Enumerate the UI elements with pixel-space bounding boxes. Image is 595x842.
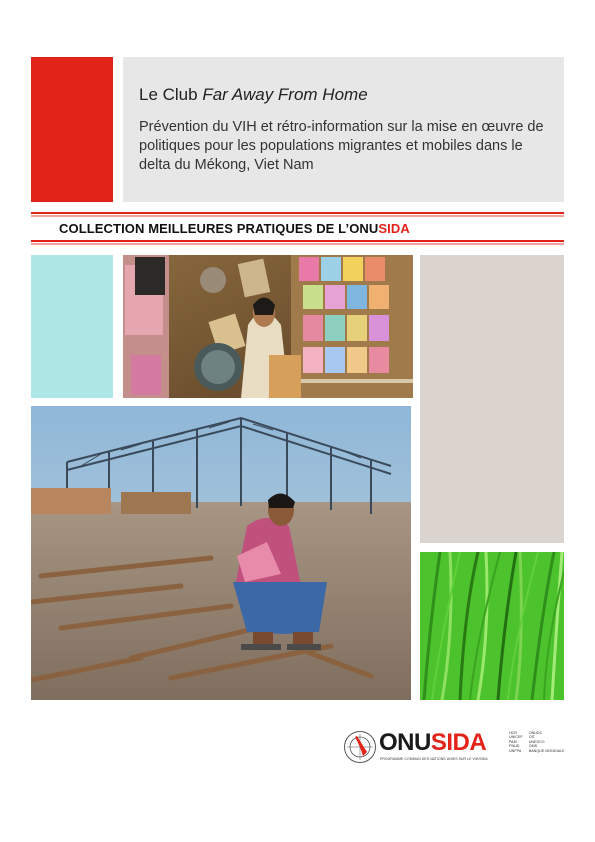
- title-prefix: Le Club: [139, 85, 198, 104]
- logo-name-accent: SIDA: [430, 729, 487, 756]
- cosponsor-name: BANQUE MONDIALE: [528, 748, 565, 753]
- divider-line: [31, 240, 564, 242]
- cosponsor-name: UNICEF: [509, 735, 523, 740]
- photo-man-at-construction-site: [31, 406, 411, 700]
- cosponsor-name: PAM: [509, 739, 517, 744]
- title-italic: Far Away From Home: [202, 85, 368, 104]
- divider-line: [31, 212, 564, 214]
- document-subtitle: Prévention du VIH et rétro-information sur la mise en œuvre de politiques pour les populations migrantes et mobiles dans le delta du Mékong, Viet Nam: [139, 119, 544, 173]
- cosponsor-name: OMS: [528, 744, 538, 749]
- cyan-color-block: [31, 255, 113, 398]
- divider-line: [31, 243, 564, 245]
- red-color-block: [31, 57, 113, 202]
- cosponsor-list: [509, 731, 565, 753]
- cosponsor-name: ONUDC: [528, 731, 543, 735]
- series-label-accent: SIDA: [378, 221, 410, 236]
- cosponsor-name: HCR: [509, 731, 517, 735]
- cosponsor-name: UNFPA: [509, 748, 522, 753]
- logo-name-main: ONU: [379, 729, 431, 756]
- series-label-main: COLLECTION MEILLEURES PRATIQUES DE L’ONU: [59, 221, 379, 236]
- series-label: [59, 221, 410, 236]
- cosponsor-name: OIT: [528, 735, 535, 740]
- logo-wordmark: [379, 729, 486, 757]
- title-panel: [123, 57, 564, 202]
- un-emblem-icon: [343, 730, 377, 764]
- cosponsor-column: [509, 731, 523, 753]
- logo-tagline: PROGRAMME COMMUN DES NATIONS UNIES SUR LE VIH/SIDA: [380, 757, 488, 761]
- grass-image: [420, 552, 564, 700]
- cosponsor-column: [529, 731, 565, 753]
- divider-line: [31, 215, 564, 217]
- photo-woman-in-room: [123, 255, 413, 398]
- document-title: [139, 85, 368, 105]
- cosponsor-name: UNESCO: [528, 739, 545, 744]
- beige-color-block: [420, 255, 564, 543]
- cosponsor-name: PNUD: [509, 744, 520, 749]
- onusida-logo: [343, 728, 568, 764]
